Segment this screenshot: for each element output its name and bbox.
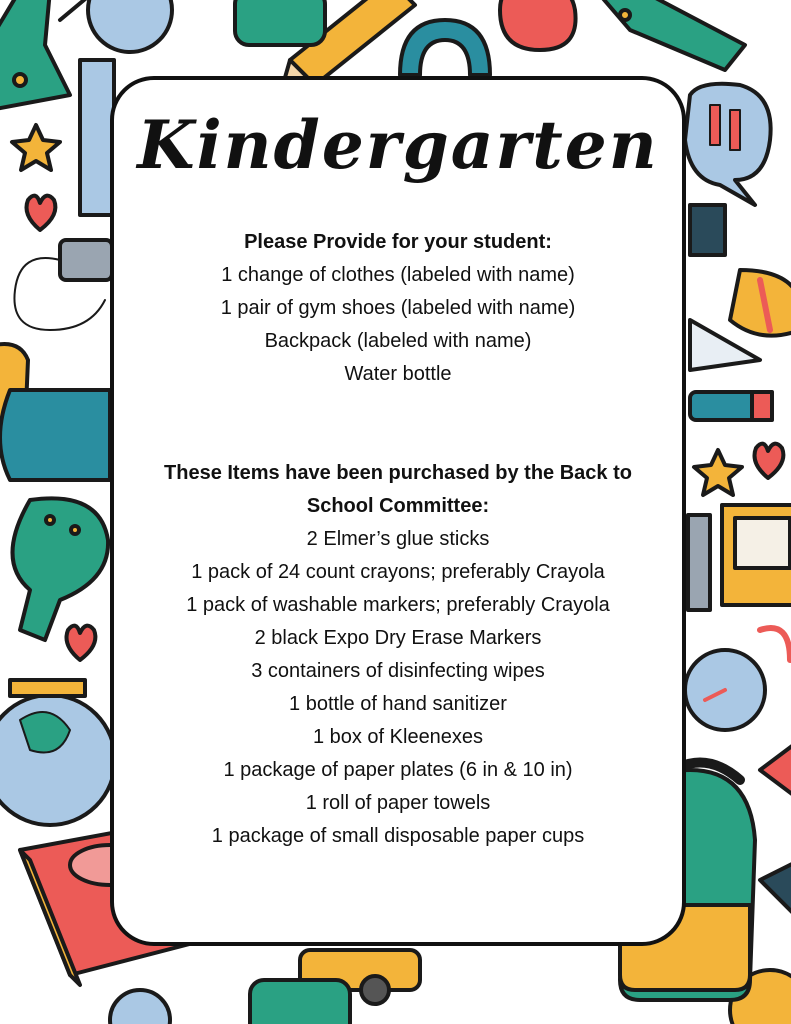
chalkboard-icon (722, 505, 791, 605)
computer-mouse-icon (14, 240, 112, 330)
ruler-icon (80, 60, 114, 215)
clock-icon (110, 990, 170, 1024)
test-tube-icon (600, 0, 745, 70)
list-item: 1 pack of washable markers; preferably Crayola (186, 594, 610, 616)
list-item: 1 box of Kleenexes (312, 726, 484, 748)
tablet-icon (235, 0, 325, 45)
heart-icon (27, 196, 56, 230)
list-item: 1 package of small disposable paper cups (211, 825, 585, 847)
heart-icon (67, 626, 96, 660)
globe-icon (0, 680, 115, 825)
apple-icon (500, 0, 576, 50)
list-item: 1 pair of gym shoes (labeled with name) (220, 297, 576, 319)
alarm-clock-icon (60, 0, 172, 52)
list-item: 1 pack of 24 count crayons; preferably Crayola (191, 561, 605, 583)
scissors-icon (760, 860, 791, 920)
eraser-icon (688, 515, 710, 610)
list-item: 1 roll of paper towels (305, 792, 491, 814)
speech-bubble-icon (685, 84, 771, 205)
provide-heading: Please Provide for your student: (244, 231, 552, 253)
star-icon (12, 125, 60, 170)
provide-section (120, 226, 676, 391)
list-item: Backpack (labeled with name) (264, 330, 532, 352)
list-item: 3 containers of disinfecting wipes (251, 660, 545, 682)
list-item: 1 change of clothes (labeled with name) (221, 264, 575, 286)
round-flask-icon (13, 498, 109, 640)
magnet-icon (400, 20, 490, 75)
purchased-section (120, 457, 676, 853)
alarm-clock-icon (685, 628, 790, 730)
purchased-heading-line2: School Committee: (306, 495, 490, 517)
heart-icon (755, 444, 784, 478)
list-item: 1 package of paper plates (6 in & 10 in) (223, 759, 573, 781)
list-item: 2 black Expo Dry Erase Markers (254, 627, 542, 649)
list-item: 1 bottle of hand sanitizer (289, 693, 507, 715)
binder-clip-icon (690, 205, 725, 255)
tablet-icon (250, 980, 350, 1024)
purchased-heading-line1: These Items have been purchased by the Back to (164, 462, 632, 484)
star-icon (694, 450, 742, 495)
list-item: Water bottle (344, 363, 452, 385)
marker-icon (690, 392, 772, 420)
list-item: 2 Elmer’s glue sticks (306, 528, 490, 550)
paper-rocket-icon (730, 270, 791, 336)
pencil-icon (760, 740, 791, 800)
protractor-icon (0, 390, 110, 480)
page-title: Kindergarten (137, 106, 659, 184)
flask-icon (0, 0, 70, 110)
